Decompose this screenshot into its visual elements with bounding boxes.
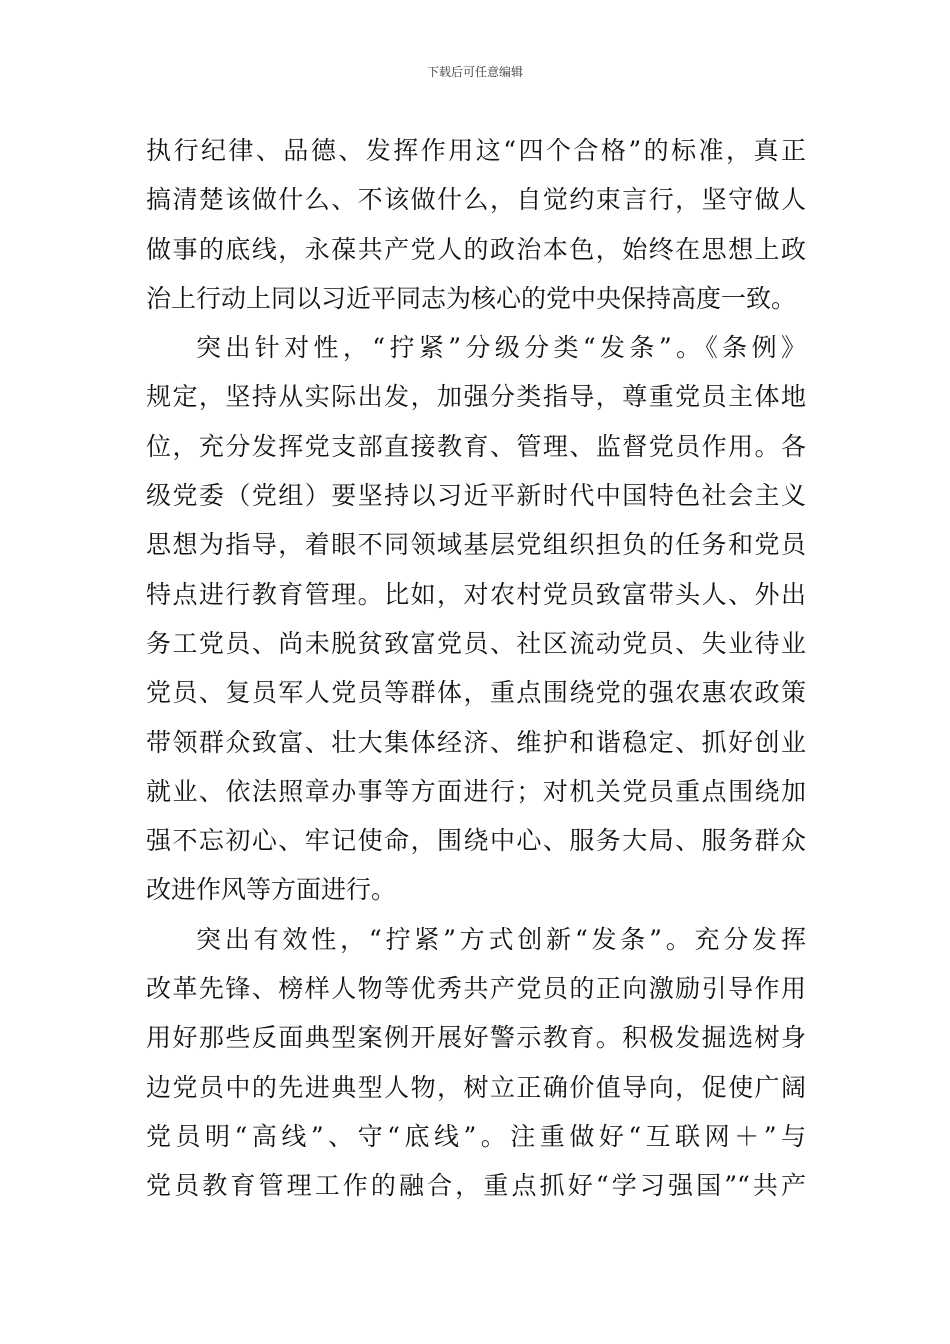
text-line: 搞清楚该做什么、不该做什么，自觉约束言行，坚守做人 [146, 185, 806, 215]
text-line: 务工党员、尚未脱贫致富党员、社区流动党员、失业待业 [146, 628, 806, 658]
text-line: 规定，坚持从实际出发，加强分类指导，尊重党员主体地 [146, 382, 806, 412]
text-line: 级党委（党组）要坚持以习近平新时代中国特色社会主义 [146, 481, 806, 511]
text-line: 带领群众致富、壮大集体经济、维护和谐稳定、抓好创业 [146, 727, 806, 757]
text-line: 做事的底线，永葆共产党人的政治本色，始终在思想上政 [146, 234, 806, 264]
document-body [146, 126, 806, 1211]
text-line: 边党员中的先进典型人物，树立正确价值导向，促使广阔 [146, 1072, 806, 1102]
text-line: 思想为指导，着眼不同领域基层党组织担负的任务和党员 [146, 530, 806, 560]
text-line: 用好那些反面典型案例开展好警示教育。积极发掘选树身 [146, 1023, 806, 1053]
text-line: 改革先锋、榜样人物等优秀共产党员的正向激励引导作用 [146, 974, 806, 1004]
text-line: 党员明“高线”、守“底线”。注重做好“互联网＋”与 [146, 1121, 806, 1151]
text-line: 位，充分发挥党支部直接教育、管理、监督党员作用。各 [146, 431, 806, 461]
text-line: 治上行动上同以习近平同志为核心的党中央保持高度一致。 [146, 283, 797, 313]
paragraph-start-line: 突出针对性，“拧紧”分级分类“发条”。《条例》 [196, 333, 806, 363]
page-header-note: 下载后可任意编辑 [426, 65, 523, 79]
text-line: 党员教育管理工作的融合，重点抓好“学习强国”“共产 [146, 1171, 806, 1201]
text-line: 强不忘初心、牢记使命，围绕中心、服务大局、服务群众 [146, 826, 806, 856]
text-line: 执行纪律、品德、发挥作用这“四个合格”的标准，真正 [146, 136, 806, 165]
text-line: 党员、复员军人党员等群体，重点围绕党的强农惠农政策 [146, 678, 806, 708]
text-line: 特点进行教育管理。比如，对农村党员致富带头人、外出 [146, 579, 806, 609]
text-line: 改进作风等方面进行。 [146, 875, 397, 905]
text-line: 就业、依法照章办事等方面进行；对机关党员重点围绕加 [146, 776, 806, 806]
paragraph-start-line: 突出有效性，“拧紧”方式创新“发条”。充分发挥 [196, 924, 806, 954]
